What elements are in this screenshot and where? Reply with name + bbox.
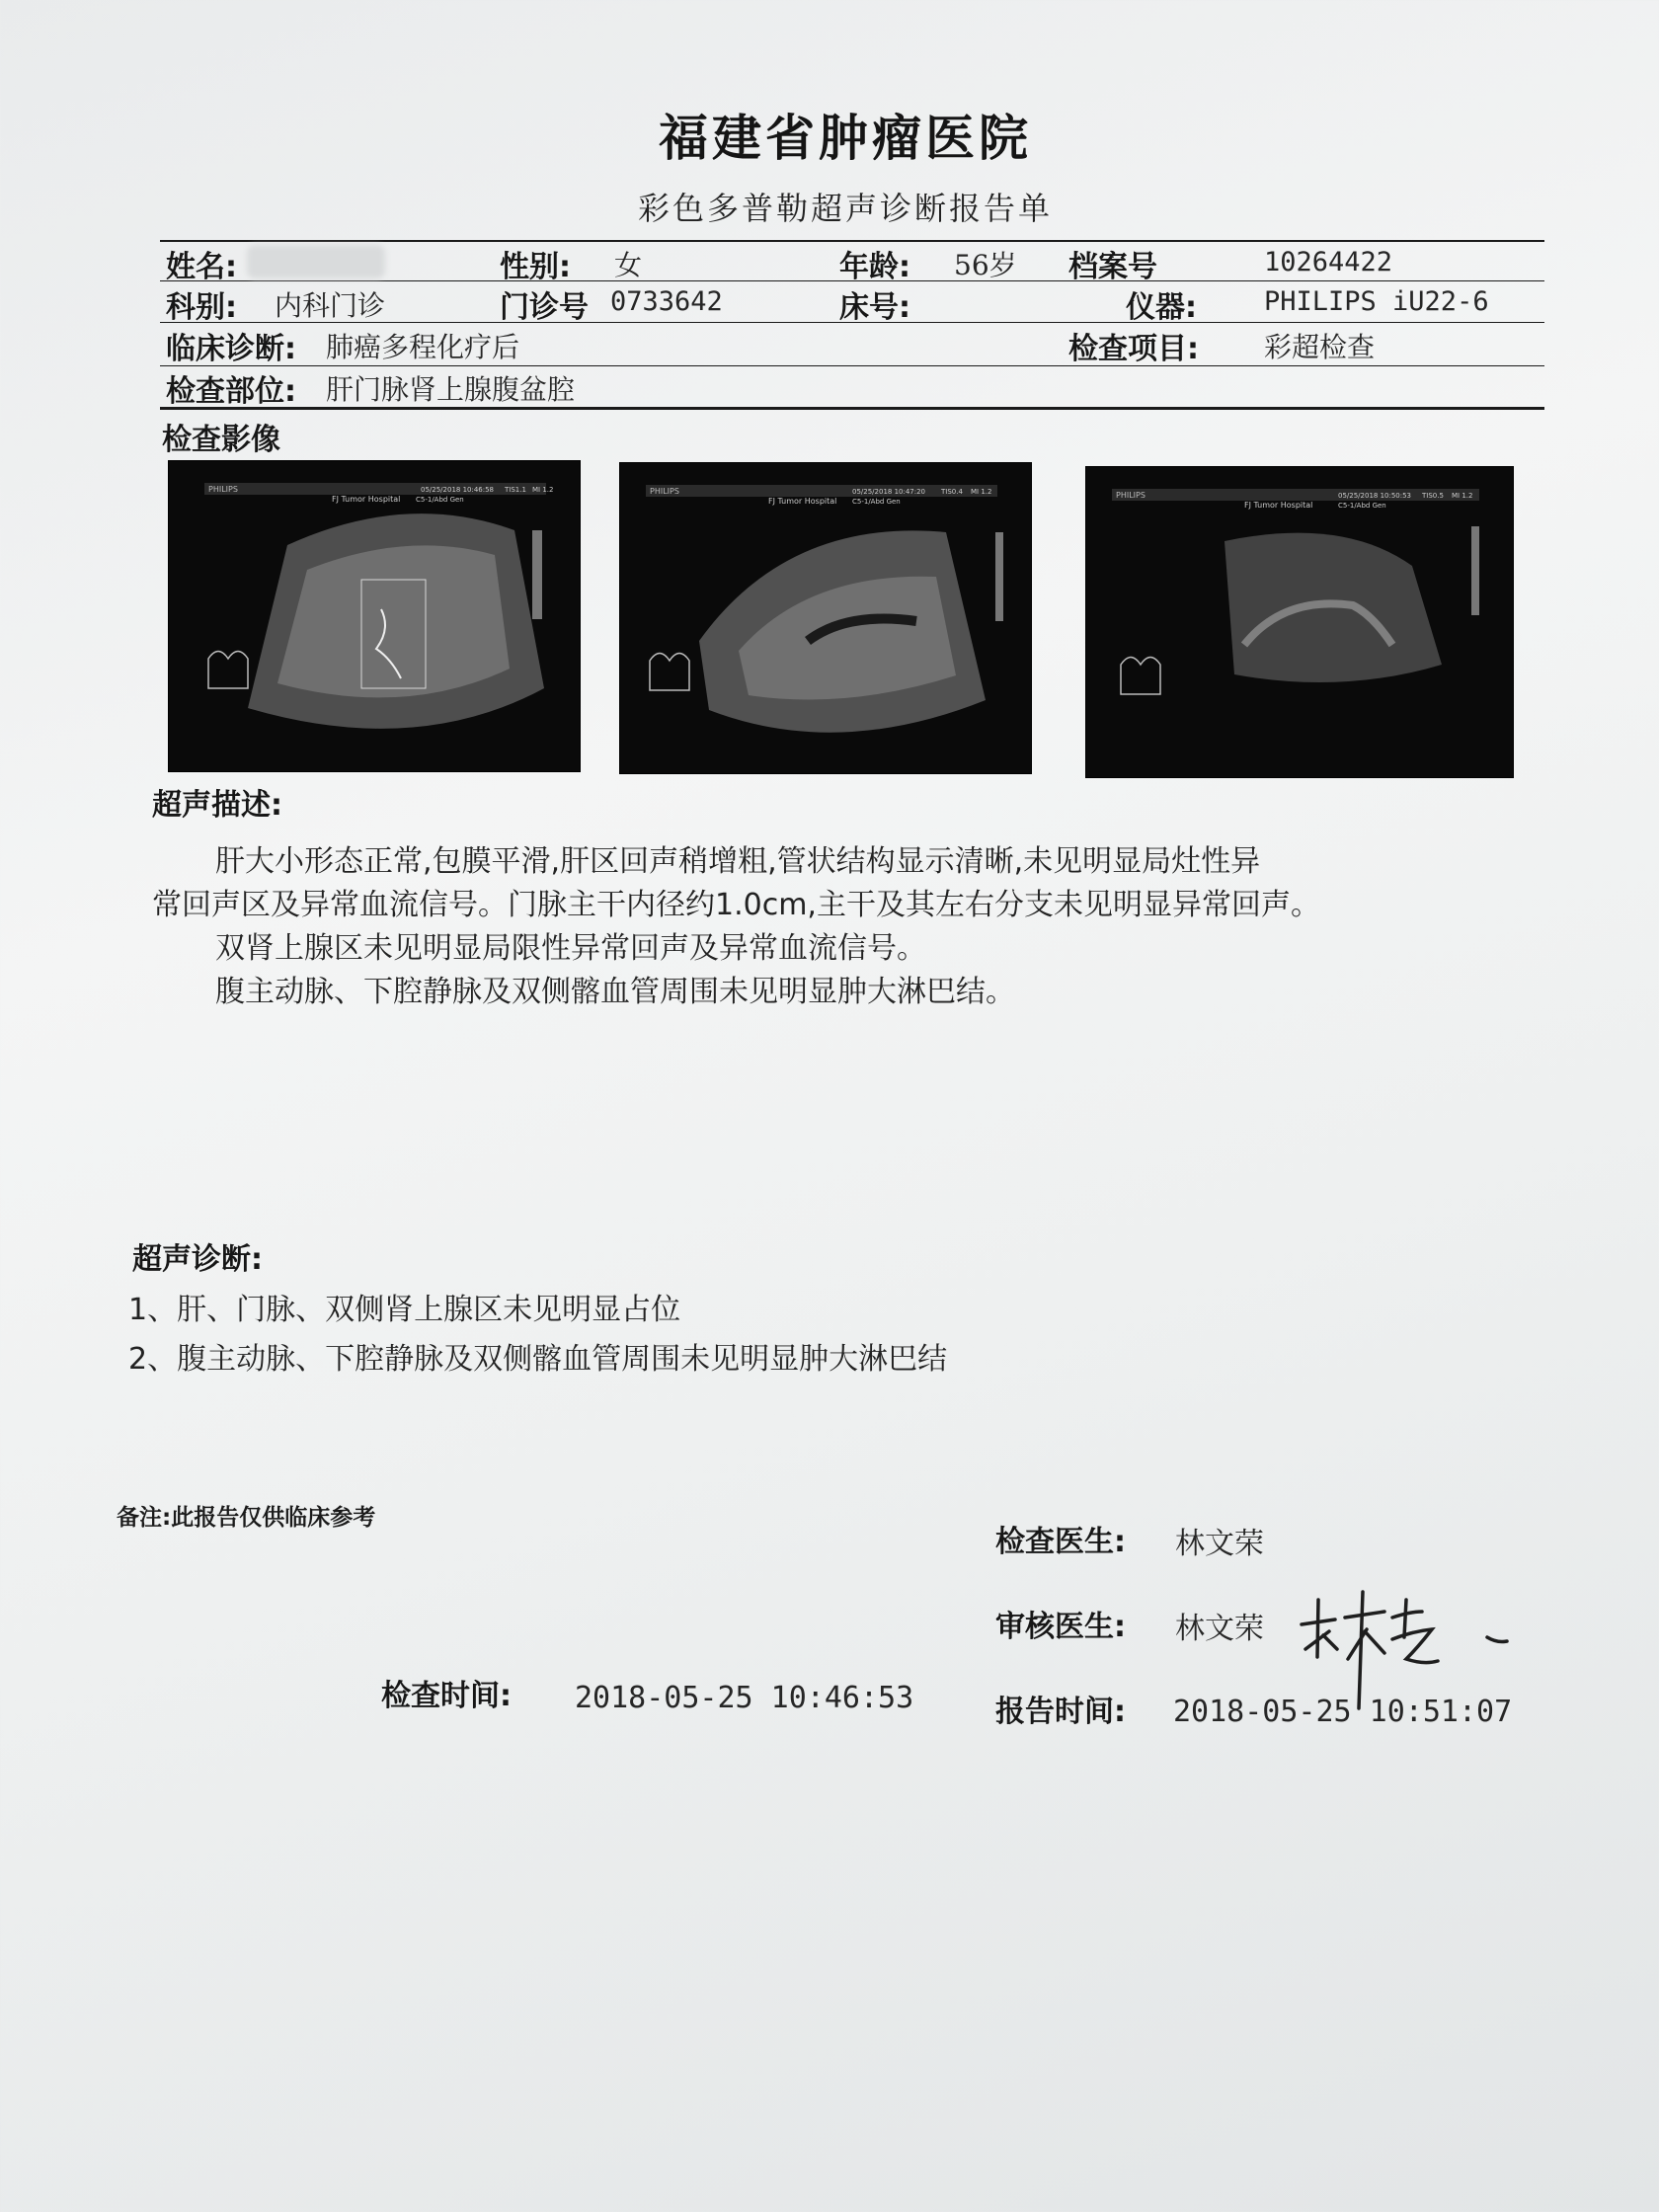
image-hospital: FJ Tumor Hospital (768, 497, 837, 506)
description-paragraph-1-line-2: 常回声区及异常血流信号。门脉主干内径约1.0cm,主干及其左右分支未见明显异常回声。 (152, 888, 1320, 922)
age-value: 56岁 (954, 249, 1017, 281)
image-ti: TIS0.5 (1422, 492, 1444, 500)
exam-site-value: 肝门脉肾上腺腹盆腔 (326, 373, 576, 406)
image-mi: MI 1.2 (1452, 492, 1473, 500)
report-note: 备注:此报告仅供临床参考 (117, 1505, 376, 1531)
sex-value: 女 (614, 249, 643, 281)
image-mi: MI 1.2 (971, 488, 992, 496)
exam-item-label: 检查项目: (1068, 332, 1199, 366)
image-datetime: 05/25/2018 10:47:20 (852, 488, 926, 496)
clinic-label: 门诊号 (500, 290, 589, 325)
report-time-label: 报告时间: (995, 1695, 1126, 1729)
sex-label: 性别: (500, 250, 571, 284)
clinic-value: 0733642 (610, 286, 723, 317)
report-time-value: 2018-05-25 10:51:07 (1173, 1695, 1513, 1729)
images-section-title: 检查影像 (162, 423, 280, 457)
image-ti: TIS0.4 (941, 488, 963, 496)
device-value: PHILIPS iU22-6 (1264, 286, 1489, 317)
hospital-name: 福建省肿瘤医院 (659, 110, 1032, 167)
bed-label: 床号: (839, 290, 910, 325)
examiner-name: 林文荣 (1175, 1527, 1264, 1561)
reviewer-name: 林文荣 (1175, 1612, 1264, 1646)
diagnosis-item-2: 2、腹主动脉、下腔静脉及双侧髂血管周围未见明显肿大淋巴结 (128, 1342, 948, 1377)
examiner-label: 检查医生: (995, 1525, 1126, 1559)
description-paragraph-3: 腹主动脉、下腔静脉及双侧髂血管周围未见明显肿大淋巴结。 (215, 975, 1015, 1009)
image-mi: MI 1.2 (532, 486, 554, 494)
diagnosis-section-title: 超声诊断: (132, 1242, 263, 1277)
description-paragraph-1-line-1: 肝大小形态正常,包膜平滑,肝区回声稍增粗,管状结构显示清晰,未见明显局灶性异 (215, 844, 1261, 879)
image-brand: PHILIPS (208, 485, 238, 494)
report-title: 彩色多普勒超声诊断报告单 (637, 190, 1053, 227)
ultrasound-image-3 (1085, 466, 1514, 778)
image-brand: PHILIPS (650, 487, 679, 496)
description-section-title: 超声描述: (152, 788, 282, 823)
image-datetime: 05/25/2018 10:46:58 (421, 486, 495, 494)
image-hospital: FJ Tumor Hospital (332, 495, 401, 504)
reviewer-label: 审核医生: (995, 1610, 1126, 1644)
ultrasound-image-2 (619, 462, 1032, 774)
table-rule-3 (160, 365, 1544, 366)
exam-time-label: 检查时间: (381, 1679, 512, 1713)
image-preset: C5-1/Abd Gen (1338, 502, 1386, 510)
clinical-dx-value: 肺癌多程化疗后 (326, 331, 520, 363)
image-preset: C5-1/Abd Gen (416, 496, 464, 504)
name-redaction (247, 245, 385, 278)
ultrasound-image-1 (168, 460, 581, 772)
record-label: 档案号 (1068, 250, 1157, 284)
record-value: 10264422 (1264, 247, 1393, 277)
name-label: 姓名: (166, 250, 237, 284)
age-label: 年龄: (839, 250, 910, 284)
image-brand: PHILIPS (1116, 491, 1146, 500)
image-preset: C5-1/Abd Gen (852, 498, 901, 506)
image-datetime: 05/25/2018 10:50:53 (1338, 492, 1412, 500)
image-hospital: FJ Tumor Hospital (1244, 501, 1313, 510)
description-paragraph-2: 双肾上腺区未见明显局限性异常回声及异常血流信号。 (215, 931, 926, 966)
dept-value: 内科门诊 (275, 289, 386, 322)
exam-site-label: 检查部位: (166, 374, 296, 409)
dept-label: 科别: (166, 290, 237, 325)
clinical-dx-label: 临床诊断: (166, 332, 296, 366)
exam-item-value: 彩超检查 (1264, 331, 1376, 363)
exam-time-value: 2018-05-25 10:46:53 (575, 1681, 914, 1715)
image-ti: TIS1.1 (505, 486, 526, 494)
diagnosis-item-1: 1、肝、门脉、双侧肾上腺区未见明显占位 (128, 1293, 681, 1327)
device-label: 仪器: (1126, 290, 1197, 325)
